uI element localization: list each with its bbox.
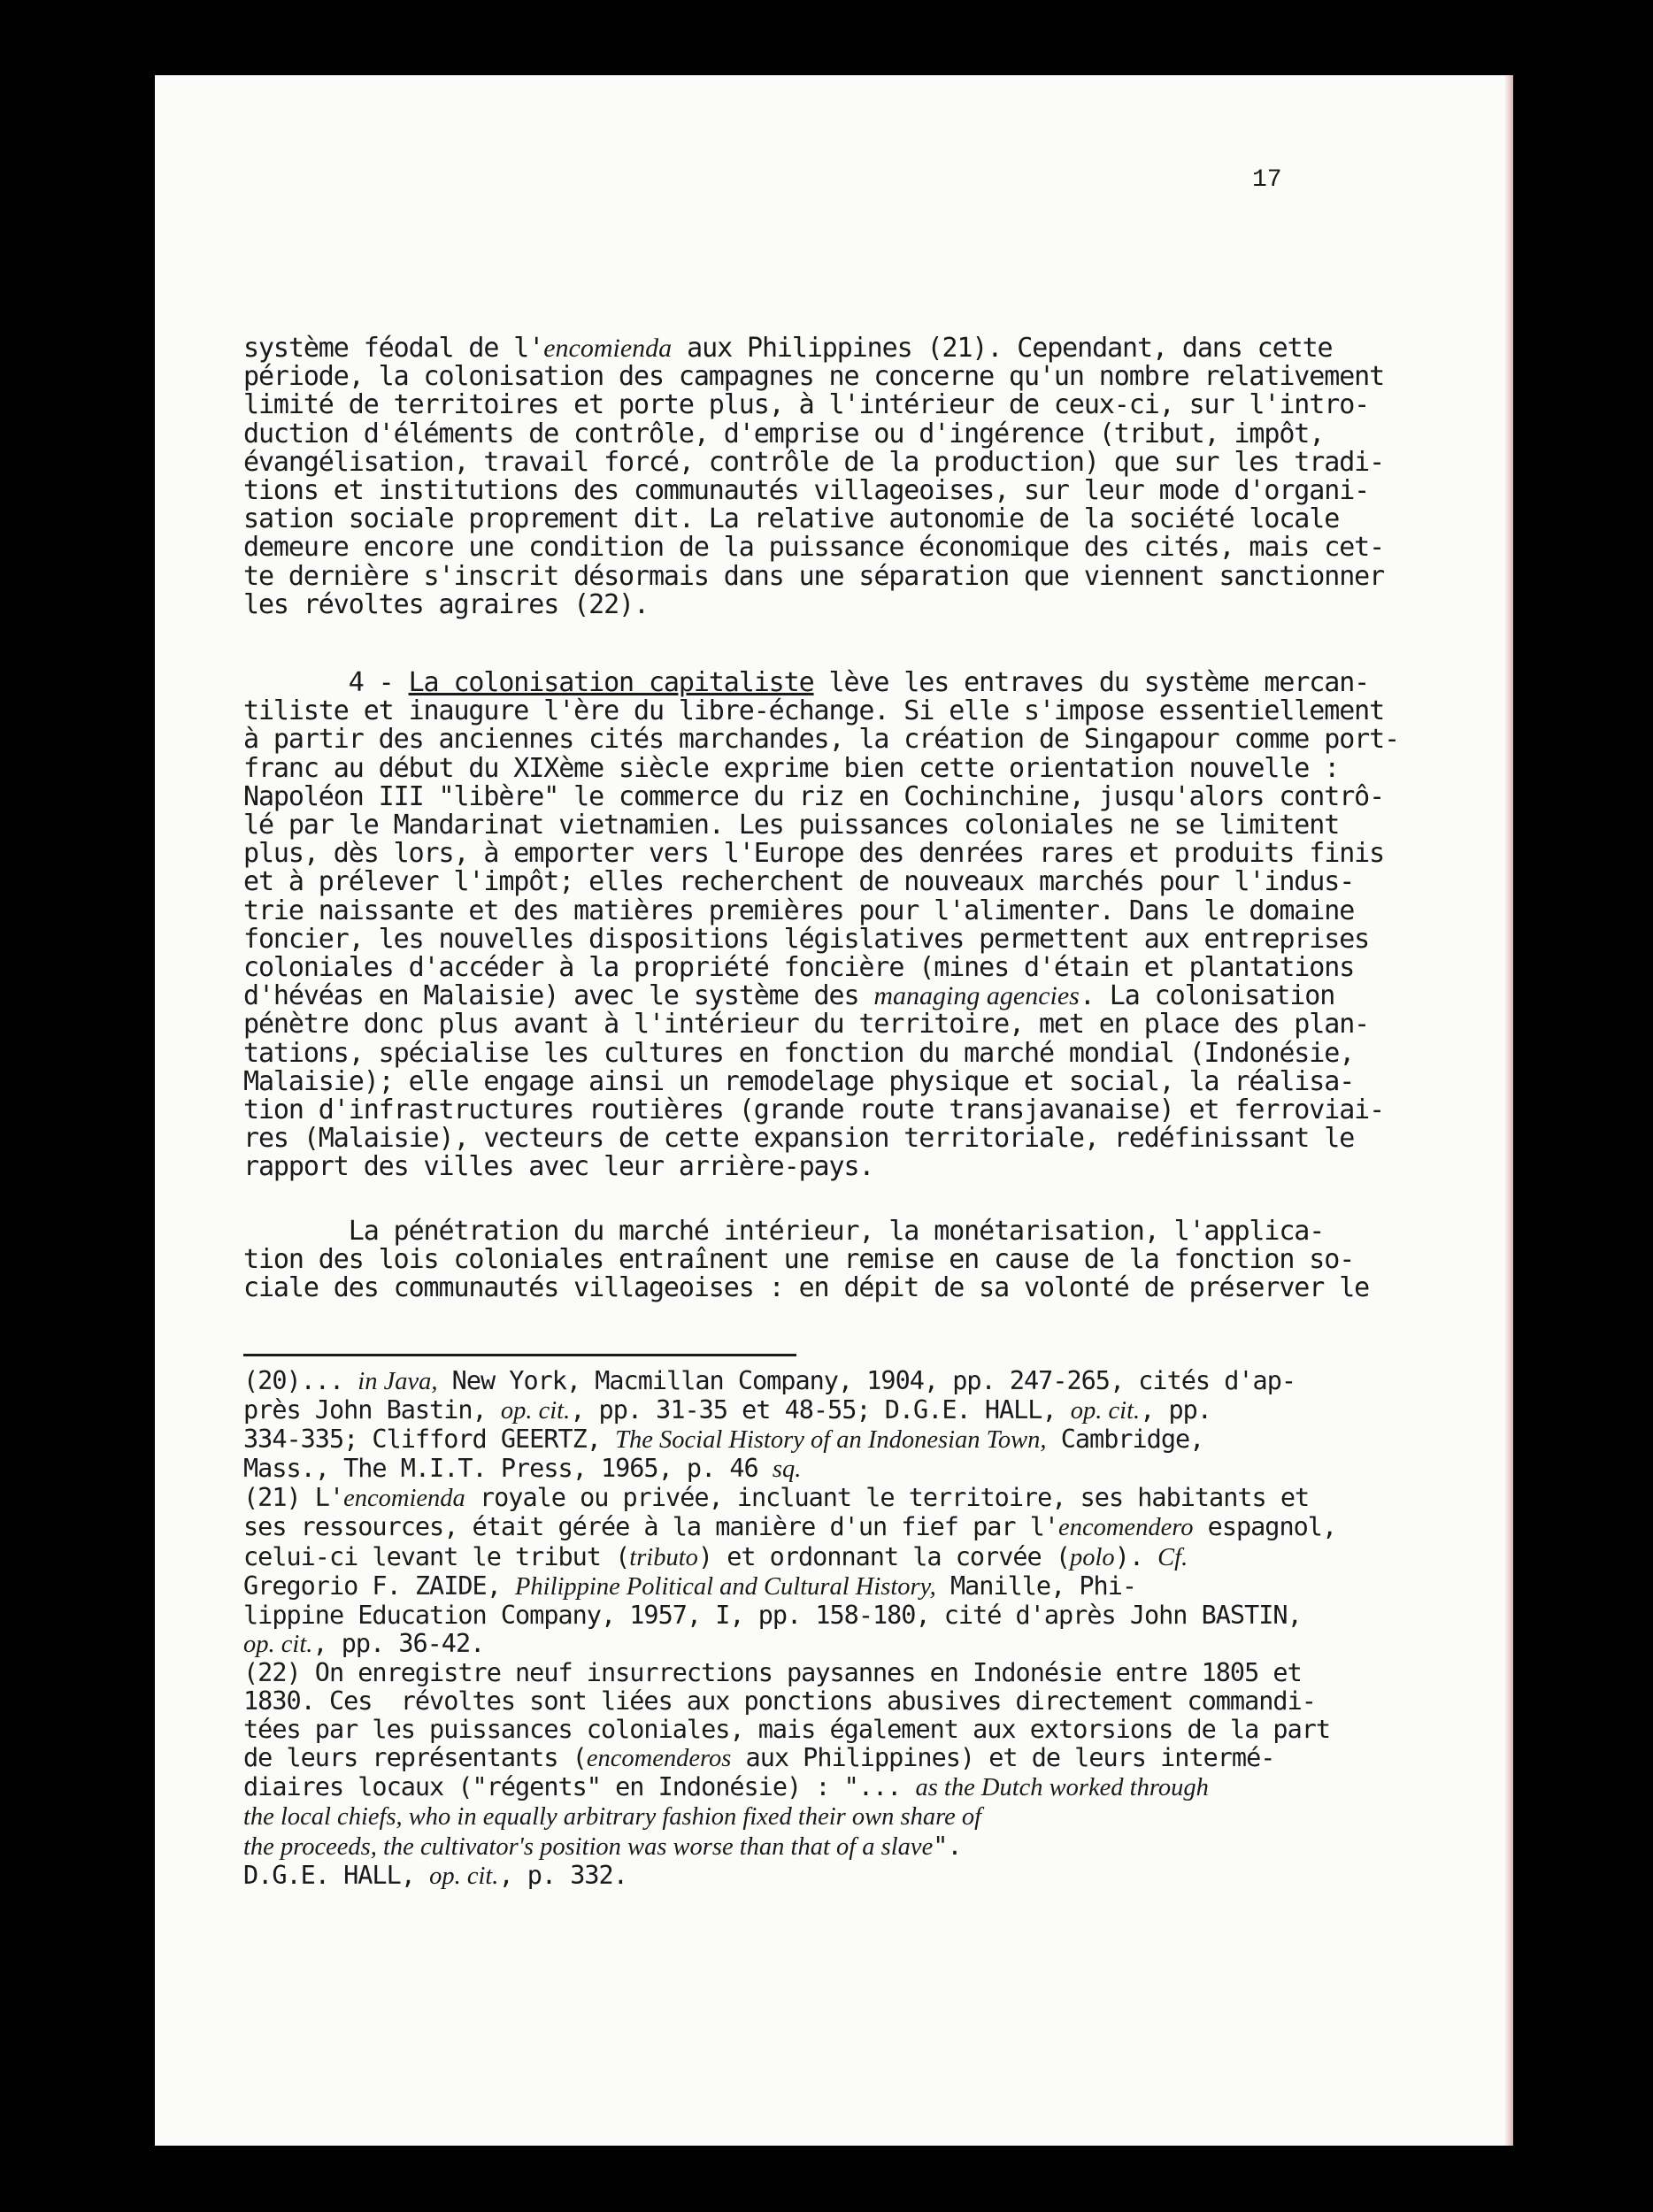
text-line: (20)... in Java, New York, Macmillan Company, 1904, pp. 247-265, cités d'ap- — [243, 1366, 1296, 1395]
text-line: franc au début du XIXème siècle exprime bien cette orientation nouvelle : — [243, 752, 1340, 784]
text-line: foncier, les nouvelles dispositions législatives permettent aux entreprises — [243, 923, 1370, 955]
text-line: celui-ci levant le tribut (tributo) et ordonnant la corvée (polo). Cf. — [243, 1541, 1188, 1571]
text-line: D.G.E. HALL, op. cit., p. 332. — [243, 1860, 627, 1890]
italic-text: polo — [1070, 1543, 1115, 1571]
text-line: plus, dès lors, à emporter vers l'Europe des denrées rares et produits finis — [243, 838, 1385, 870]
underlined-heading: La colonisation capitaliste — [408, 667, 814, 698]
text-line: 4 - La colonisation capitaliste lève les entraves du système mercan- — [243, 667, 1370, 698]
text-line: tiliste et inaugure l'ère du libre-échange. Si elle s'impose essentiellement — [243, 695, 1385, 727]
italic-text: op. cit. — [243, 1630, 313, 1658]
text-line: tations, spécialise les cultures en fonction du marché mondial (Indonésie, — [243, 1037, 1355, 1069]
text-line: lippine Education Company, 1957, I, pp. 158-180, cité d'après John BASTIN, — [243, 1600, 1302, 1630]
text-line: ciale des communautés villageoises : en dépit de sa volonté de préserver le — [243, 1272, 1370, 1304]
italic-text: as the Dutch worked through — [915, 1774, 1209, 1802]
text-line: te dernière s'inscrit désormais dans une séparation que viennent sanctionner — [243, 560, 1385, 592]
text-line: tions et institutions des communautés villageoises, sur leur mode d'organi- — [243, 475, 1370, 507]
text-line: La pénétration du marché intérieur, la monétarisation, l'applica- — [243, 1216, 1325, 1247]
text-line: (21) L'encomienda royale ou privée, incluant le territoire, ses habitants et — [243, 1483, 1310, 1513]
italic-text: in Java, — [358, 1368, 438, 1395]
text-line: limité de territoires et porte plus, à l'intérieur de ceux-ci, sur l'intro- — [243, 389, 1370, 421]
text-line: demeure encore une condition de la puissance économique des cités, mais cet- — [243, 532, 1385, 564]
text-line: tées par les puissances coloniales, mais également aux extorsions de la part — [243, 1715, 1331, 1745]
italic-text: the local chiefs, who in equally arbitrary fashion fixed their own share of — [243, 1803, 982, 1832]
text-line: op. cit., pp. 36-42. — [243, 1628, 485, 1658]
text-line: système féodal de l'encomienda aux Philippines (21). Cependant, dans cette — [243, 333, 1333, 364]
italic-text: op. cit. — [1070, 1397, 1141, 1425]
text-line: Gregorio F. ZAIDE, Philippine Political and Cultural History, Manille, Phi- — [243, 1571, 1137, 1601]
text-line: rapport des villes avec leur arrière-pays. — [243, 1151, 874, 1183]
italic-text: sq. — [772, 1455, 802, 1484]
italic-text: The Social History of an Indonesian Town, — [615, 1426, 1047, 1455]
italic-text: encomienda — [543, 334, 673, 363]
text-line: sation sociale proprement dit. La relative autonomie de la société locale — [243, 503, 1340, 535]
text-line: d'hévéas en Malaisie) avec le système des managing agencies. La colonisation — [243, 980, 1335, 1012]
italic-text: op. cit. — [429, 1862, 499, 1890]
italic-text: the proceeds, the cultivator's position was worse than that of a slave — [243, 1832, 934, 1861]
page-number: 17 — [1252, 166, 1282, 194]
italic-text: encomienda — [343, 1485, 465, 1513]
body-paragraph-3 — [243, 1216, 1370, 1304]
body-paragraph-1 — [243, 333, 1385, 620]
italic-text: op. cit. — [500, 1397, 571, 1425]
text-line: lé par le Mandarinat vietnamien. Les puissances coloniales ne se limitent — [243, 810, 1340, 841]
text-line: Napoléon III "libère" le commerce du riz en Cochinchine, jusqu'alors contrô- — [243, 780, 1385, 812]
italic-text: tributo — [629, 1543, 698, 1571]
text-line: duction d'éléments de contrôle, d'emprise ou d'ingérence (tribut, impôt, — [243, 418, 1325, 449]
text-line: (22) On enregistre neuf insurrections paysannes en Indonésie entre 1805 et — [243, 1657, 1302, 1687]
italic-text: encomenderos — [586, 1745, 732, 1773]
text-line: trie naissante et des matières premières pour l'alimenter. Dans le domaine — [243, 895, 1355, 926]
text-line: à partir des anciennes cités marchandes, la création de Singapour comme port- — [243, 724, 1400, 756]
italic-text: Cf. — [1157, 1543, 1188, 1571]
footnotes — [243, 1367, 1354, 1891]
text-line: Malaisie); elle engage ainsi un remodelage physique et social, la réalisa- — [243, 1065, 1355, 1097]
text-line: ses ressources, était gérée à la manière d'un fief par l'encomendero espagnol, — [243, 1512, 1337, 1542]
italic-text: managing agencies — [873, 981, 1080, 1011]
text-line: de leurs représentants (encomenderos aux Philippines) et de leurs intermé- — [243, 1743, 1275, 1773]
text-line: diaires locaux ("régents" en Indonésie) : "... as the Dutch worked through — [243, 1772, 1209, 1802]
body-paragraph-2 — [243, 667, 1400, 1183]
text-line: the proceeds, the cultivator's position was worse than that of a slave". — [243, 1831, 962, 1861]
text-line — [243, 1801, 981, 1831]
text-line: pénètre donc plus avant à l'intérieur du territoire, met en place des plan- — [243, 1009, 1370, 1041]
text-line: 334-335; Clifford GEERTZ, The Social History of an Indonesian Town, Cambridge, — [243, 1425, 1204, 1455]
text-line: tion d'infrastructures routières (grande route transjavanaise) et ferroviai- — [243, 1094, 1385, 1126]
italic-text: encomendero — [1058, 1514, 1194, 1542]
text-line: près John Bastin, op. cit., pp. 31-35 et 48-55; D.G.E. HALL, op. cit., pp. — [243, 1395, 1211, 1425]
italic-text: Philippine Political and Cultural History, — [515, 1572, 936, 1601]
text-line: période, la colonisation des campagnes ne concerne qu'un nombre relativement — [243, 361, 1385, 393]
text-line: coloniales d'accéder à la propriété foncière (mines d'étain et plantations — [243, 952, 1355, 984]
text-line: les révoltes agraires (22). — [243, 588, 649, 620]
text-line: 1830. Ces révoltes sont liées aux ponctions abusives directement commandi- — [243, 1686, 1316, 1717]
footnote-separator — [243, 1354, 796, 1356]
text-line: évangélisation, travail forcé, contrôle de la production) que sur les tradi- — [243, 446, 1385, 478]
text-line: tion des lois coloniales entraînent une remise en cause de la fonction so- — [243, 1244, 1355, 1276]
text-line: res (Malaisie), vecteurs de cette expansion territoriale, redéfinissant le — [243, 1123, 1355, 1155]
text-line: Mass., The M.I.T. Press, 1965, p. 46 sq. — [243, 1454, 802, 1484]
text-line: et à prélever l'impôt; elles recherchent de nouveaux marchés pour l'indus- — [243, 866, 1355, 898]
